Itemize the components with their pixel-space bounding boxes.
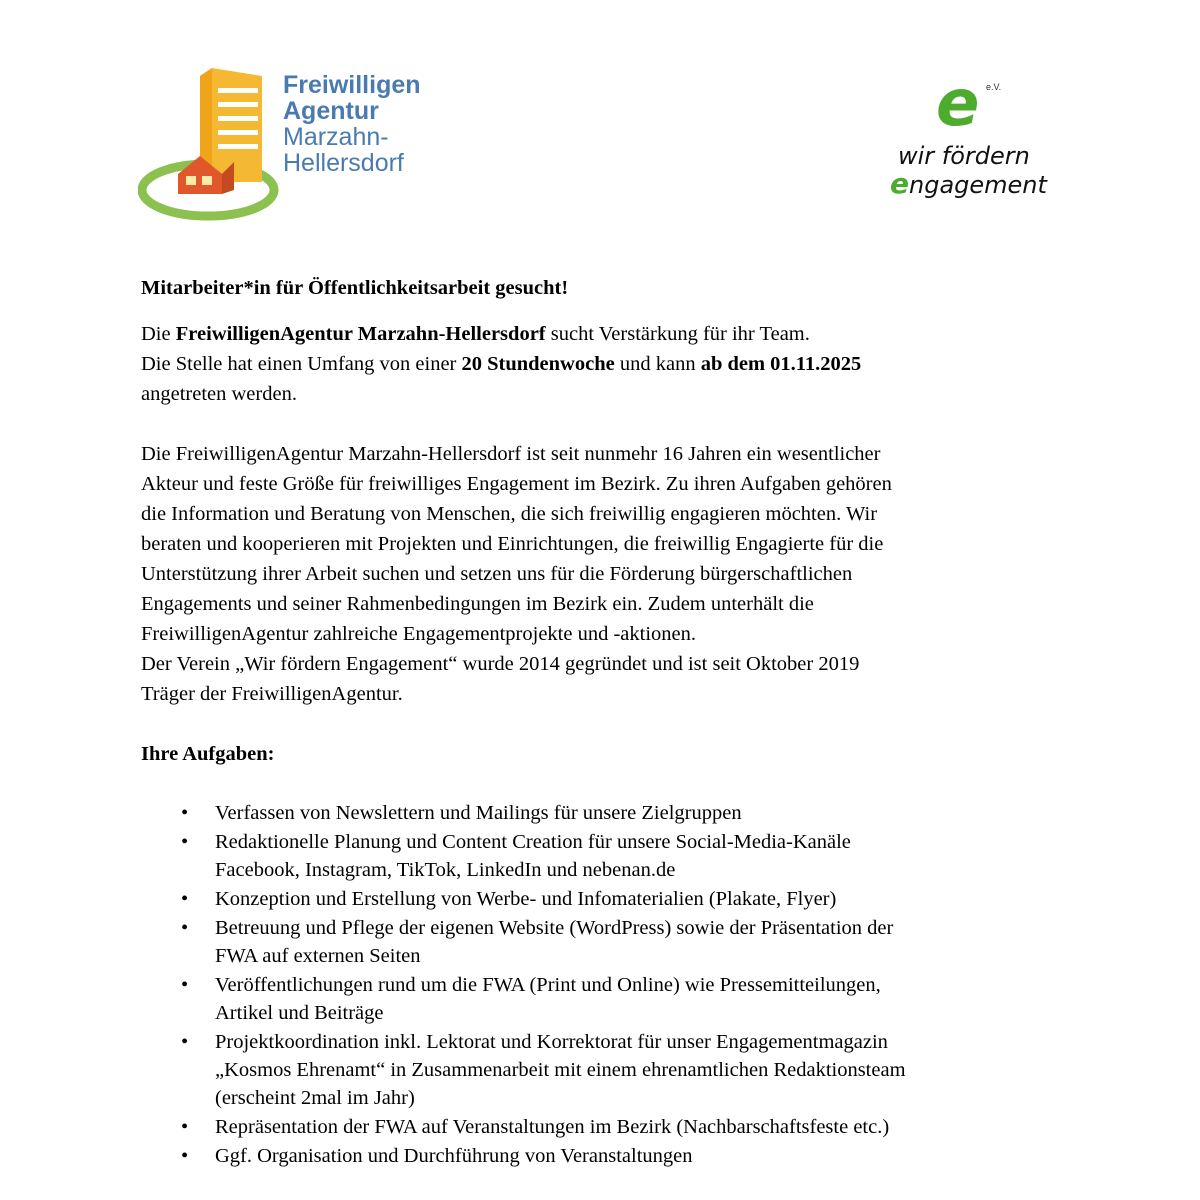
intro-org-name: FreiwilligenAgentur Marzahn-Hellersdorf	[175, 323, 546, 345]
document-body	[141, 273, 1041, 1171]
intro-paragraph	[141, 319, 1041, 409]
bullet-icon: •	[181, 974, 189, 996]
task-line: Veröffentlichungen rund um die FWA (Print und Online) wie Pressemitteilungen,	[215, 974, 881, 996]
logo-line-3: Marzahn-	[283, 123, 389, 151]
list-item	[141, 828, 1041, 884]
logo-wordmark	[283, 72, 421, 176]
task-line: Facebook, Instagram, TikTok, LinkedIn und nebenan.de	[215, 859, 676, 881]
about-paragraph	[141, 439, 1041, 709]
logo-e-letter: e	[936, 67, 980, 141]
about-line: beraten und kooperieren mit Projekten und Einrichtungen, die freiwillig Engagierte für die	[141, 533, 884, 555]
logo-ev: e.V.	[986, 82, 1002, 92]
freiwilligen-agentur-logo	[138, 62, 468, 222]
intro-start-date: ab dem 01.11.2025	[700, 353, 862, 375]
logo-line-1: Freiwilligen	[283, 71, 421, 99]
logo-line-2: Agentur	[283, 97, 379, 125]
task-line: FWA auf externen Seiten	[215, 945, 421, 967]
list-item	[141, 885, 1041, 913]
bullet-icon: •	[181, 888, 189, 910]
job-title: Mitarbeiter*in für Öffentlichkeitsarbeit gesucht!	[141, 277, 569, 299]
intro-s1-pre: Die	[141, 323, 176, 345]
bullet-icon: •	[181, 917, 189, 939]
tasks-list	[141, 799, 1041, 1170]
list-item	[141, 914, 1041, 970]
building-logo-icon	[138, 62, 283, 222]
bullet-icon: •	[181, 831, 189, 853]
wir-foerdern-engagement-logo	[880, 67, 1080, 208]
logo-line-4: Hellersdorf	[283, 149, 404, 177]
about-line: Träger der FreiwilligenAgentur.	[141, 683, 403, 705]
bullet-icon: •	[181, 1031, 189, 1053]
list-item	[141, 1142, 1041, 1170]
bullet-icon: •	[181, 1145, 189, 1167]
task-line: Artikel und Beiträge	[215, 1002, 384, 1024]
intro-s2-mid: und kann	[614, 353, 701, 375]
intro-s1-post: sucht Verstärkung für ihr Team.	[545, 323, 810, 345]
about-line: die Information und Beratung von Menschen, die sich freiwillig engagieren möchten. Wir	[141, 503, 878, 525]
list-item	[141, 799, 1041, 827]
intro-s2-pre: Die Stelle hat einen Umfang von einer	[141, 353, 462, 375]
logo-slogan-e: e	[890, 167, 909, 200]
about-line: Die FreiwilligenAgentur Marzahn-Hellersdorf ist seit nunmehr 16 Jahren ein wesentlicher	[141, 443, 881, 465]
tasks-heading: Ihre Aufgaben:	[141, 743, 275, 765]
task-line: (erscheint 2mal im Jahr)	[215, 1087, 415, 1109]
bullet-icon: •	[181, 802, 189, 824]
list-item	[141, 971, 1041, 1027]
intro-hours: 20 Stundenwoche	[461, 353, 615, 375]
task-line: Betreuung und Pflege der eigenen Website (WordPress) sowie der Präsentation der	[215, 917, 894, 939]
intro-s2-post: angetreten werden.	[141, 383, 297, 405]
list-item	[141, 1113, 1041, 1141]
task-line: Verfassen von Newslettern und Mailings für unsere Zielgruppen	[215, 802, 742, 824]
about-line: Der Verein „Wir fördern Engagement“ wurde 2014 gegründet und ist seit Oktober 2019	[141, 653, 860, 675]
task-line: Redaktionelle Planung und Content Creation für unsere Social-Media-Kanäle	[215, 831, 851, 853]
about-line: Unterstützung ihrer Arbeit suchen und setzen uns für die Förderung bürgerschaftlichen	[141, 563, 853, 585]
about-line: FreiwilligenAgentur zahlreiche Engagementprojekte und -aktionen.	[141, 623, 697, 645]
task-line: Konzeption und Erstellung von Werbe- und Infomaterialien (Plakate, Flyer)	[215, 888, 837, 910]
task-line: „Kosmos Ehrenamt“ in Zusammenarbeit mit einem ehrenamtlichen Redaktionsteam	[215, 1059, 906, 1081]
about-line: Akteur und feste Größe für freiwilliges Engagement im Bezirk. Zu ihren Aufgaben gehören	[141, 473, 892, 495]
about-line: Engagements und seiner Rahmenbedingungen im Bezirk ein. Zudem unterhält die	[141, 593, 814, 615]
logo-slogan-line-2	[890, 167, 1047, 200]
list-item	[141, 1028, 1041, 1112]
task-line: Ggf. Organisation und Durchführung von Veranstaltungen	[215, 1145, 693, 1167]
bullet-icon: •	[181, 1116, 189, 1138]
task-line: Projektkoordination inkl. Lektorat und Korrektorat für unser Engagementmagazin	[215, 1031, 888, 1053]
task-line: Repräsentation der FWA auf Veranstaltungen im Bezirk (Nachbarschaftsfeste etc.)	[215, 1116, 890, 1138]
logo-slogan-line-1: wir fördern	[898, 142, 1030, 170]
logo-slogan-rest: ngagement	[909, 171, 1047, 199]
